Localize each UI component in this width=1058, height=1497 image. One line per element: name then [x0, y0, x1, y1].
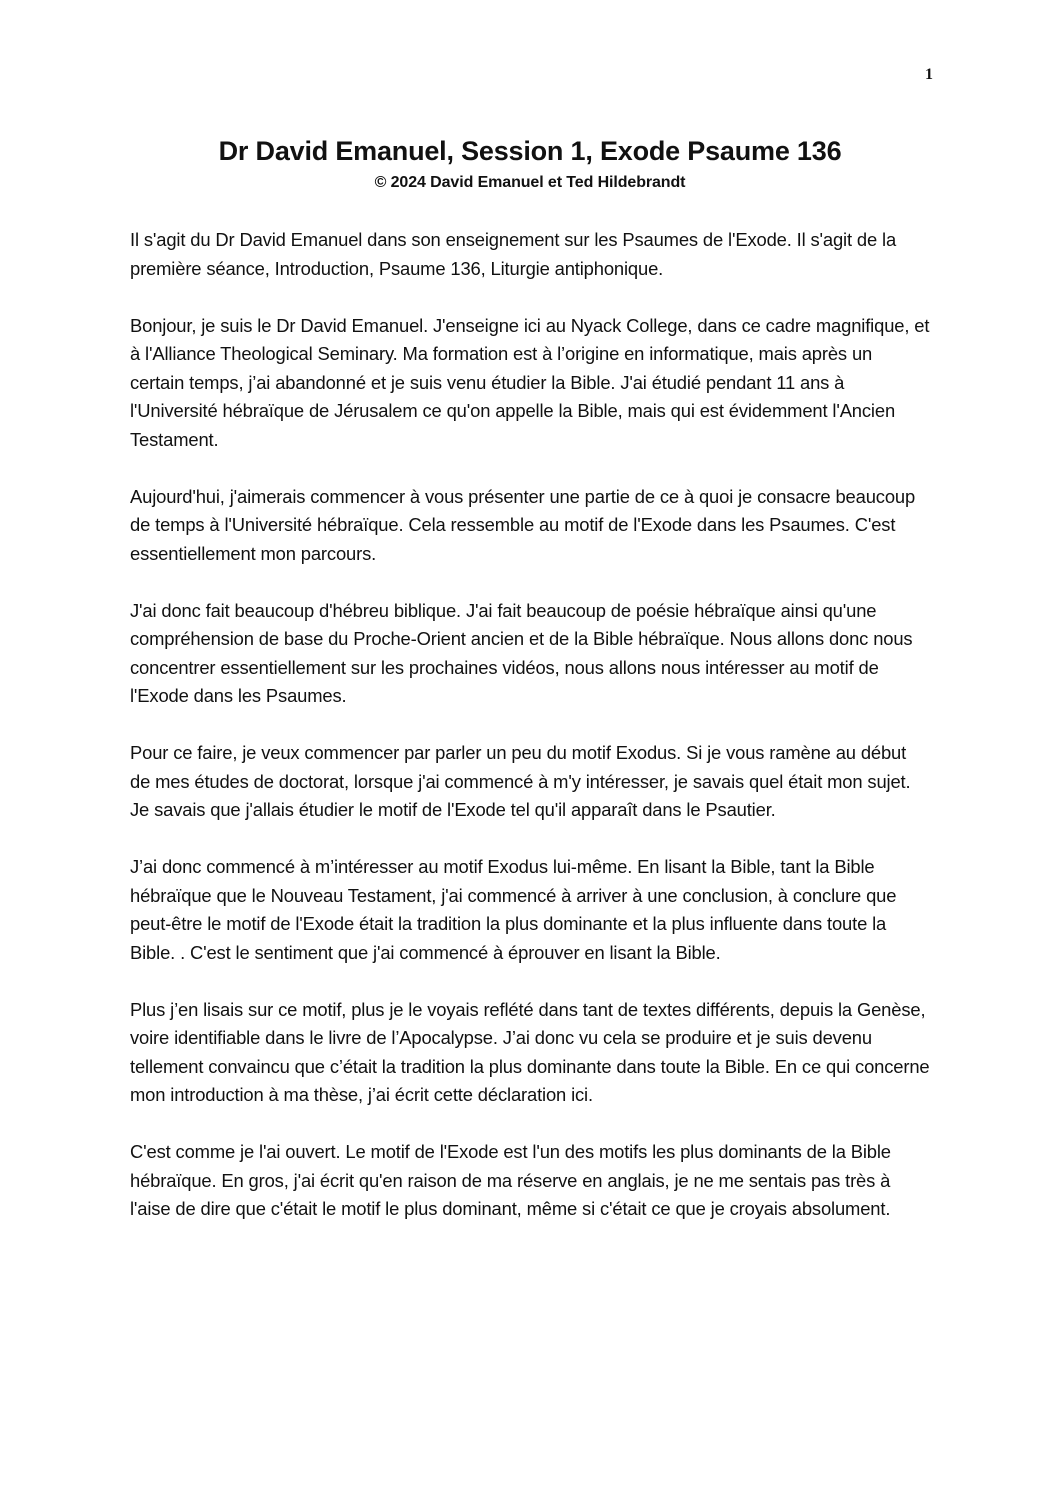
paragraph-4: J'ai donc fait beaucoup d'hébreu biblique. J'ai fait beaucoup de poésie hébraïque ainsi qu'une compréhension de base du Proche-Orient ancien et de la Bible hébraïque. Nous allons donc nous concentrer essentiellement sur les prochaines vidéos, nous allons nous intéresser au motif de l'Exode dans les Psaumes.	[130, 599, 913, 706]
page-number: 1	[925, 66, 933, 83]
paragraph-6: J’ai donc commencé à m’intéresser au motif Exodus lui-même. En lisant la Bible, tant la Bible hébraïque que le Nouveau Testament, j'ai commencé à arriver à une conclusion, à conclure que peut-être le motif de l'Exode était la tradition la plus dominante et la plus influente dans toute la Bible. . C'est le sentiment que j'ai commencé à éprouver en lisant la Bible.	[130, 856, 897, 963]
paragraph-7: Plus j’en lisais sur ce motif, plus je le voyais reflété dans tant de textes différents, depuis la Genèse, voire identifiable dans le livre de l’Apocalypse. J’ai donc vu cela se produire et je suis devenu tellement convaincu que c’était la tradition la plus dominante dans toute la Bible. En ce qui concerne mon introduction à ma thèse, j’ai écrit cette déclaration ici.	[130, 998, 930, 1105]
paragraph-5: Pour ce faire, je veux commencer par parler un peu du motif Exodus. Si je vous ramène au début de mes études de doctorat, lorsque j'ai commencé à m'y intéresser, je savais quel était mon sujet. Je savais que j'allais étudier le motif de l'Exode tel qu'il apparaît dans le Psautier.	[130, 742, 911, 820]
paragraph-1: Il s'agit du Dr David Emanuel dans son enseignement sur les Psaumes de l'Exode. Il s'agit de la première séance, Introduction, Psaume 136, Liturgie antiphonique.	[130, 229, 897, 279]
copyright-subtitle: © 2024 David Emanuel et Ted Hildebrandt	[374, 174, 686, 191]
document-body	[130, 226, 930, 1252]
document-title: Dr David Emanuel, Session 1, Exode Psaume 136	[218, 136, 842, 166]
paragraph-3: Aujourd'hui, j'aimerais commencer à vous présenter une partie de ce à quoi je consacre beaucoup de temps à l'Université hébraïque. Cela ressemble au motif de l'Exode dans les Psaumes. C'est essentiellement mon parcours.	[130, 485, 916, 564]
paragraph-8: C'est comme je l'ai ouvert. Le motif de l'Exode est l'un des motifs les plus dominants de la Bible hébraïque. En gros, j'ai écrit qu'en raison de ma réserve en anglais, je ne me sentais pas très à l'aise de dire que c'était le motif le plus dominant, même si c'était ce que je croyais absolument.	[130, 1141, 891, 1219]
paragraph-2: Bonjour, je suis le Dr David Emanuel. J'enseigne ici au Nyack College, dans ce cadre magnifique, et à l'Alliance Theological Seminary. Ma formation est à l’origine en informatique, mais après un certain temps, j’ai abandonné et je suis venu étudier la Bible. J'ai étudié pendant 11 ans à l'Université hébraïque de Jérusalem ce qu'on appelle la Bible, mais qui est évidemment l'Ancien Testament.	[130, 314, 930, 450]
title-block	[90, 132, 970, 196]
